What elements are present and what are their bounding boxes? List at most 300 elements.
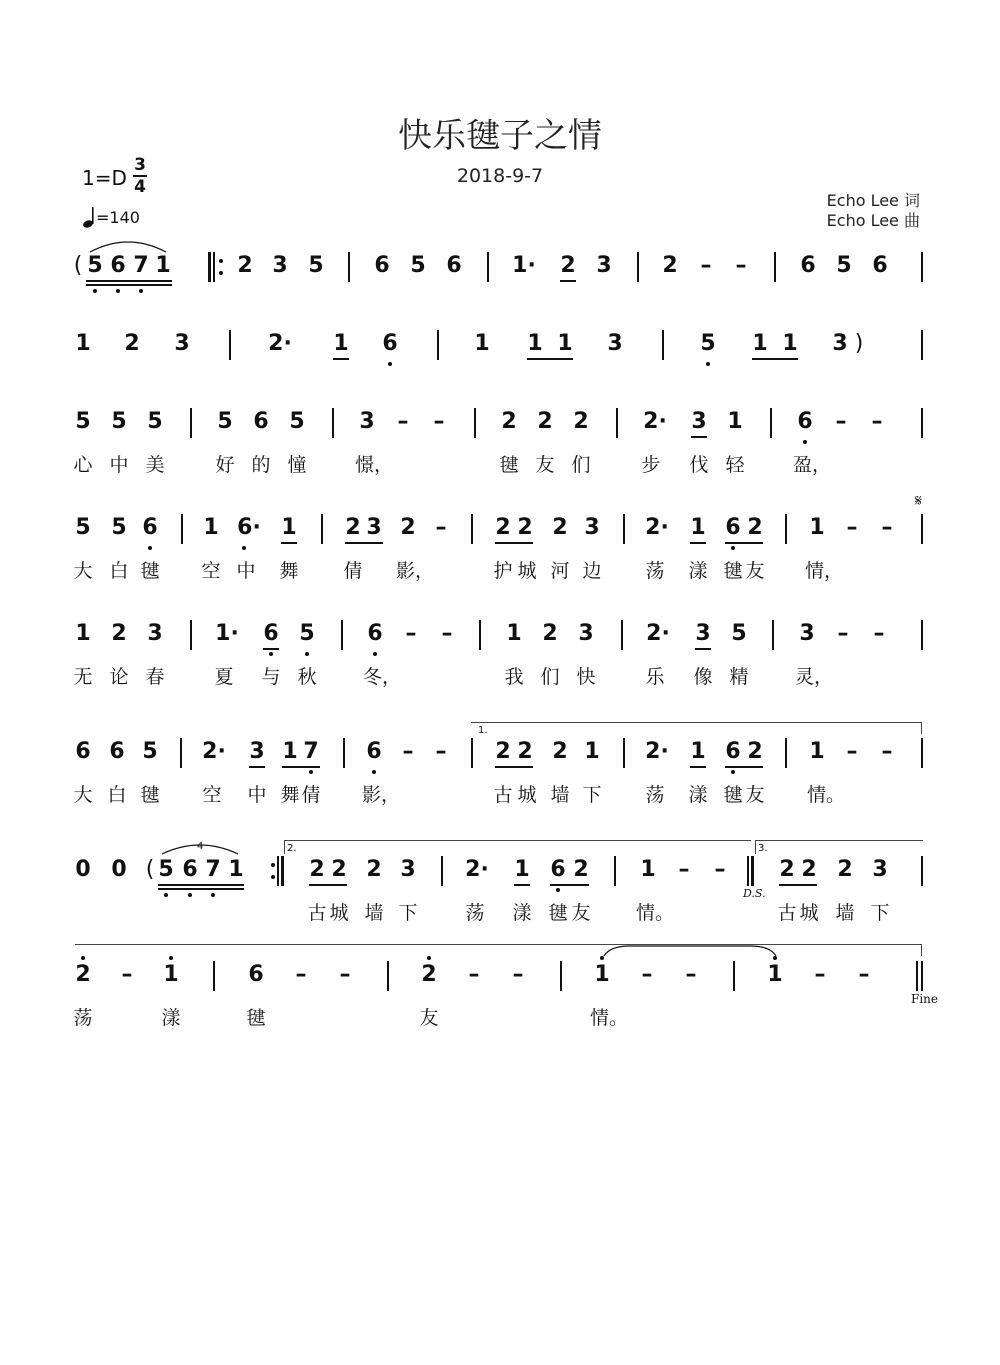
note: 2 xyxy=(495,739,511,764)
composition-date: 2018-9-7 xyxy=(456,165,544,187)
barline xyxy=(387,961,389,991)
note: 6 xyxy=(182,857,198,882)
barline xyxy=(348,252,350,282)
lyric: 伐 xyxy=(689,454,709,476)
barline xyxy=(733,961,735,991)
note: 2 xyxy=(331,857,347,882)
note: 0 xyxy=(111,857,127,882)
note: 5 xyxy=(289,409,305,434)
barline xyxy=(921,514,923,544)
dash: – xyxy=(339,962,351,987)
volta-3-label: 3. xyxy=(758,843,768,854)
note: 2 xyxy=(345,515,361,540)
note: 1· xyxy=(215,621,239,646)
note: 6 xyxy=(263,621,279,646)
dash: – xyxy=(641,962,653,987)
barline xyxy=(190,620,192,650)
barline xyxy=(560,961,562,991)
tuplet-label: 4 xyxy=(197,841,204,852)
lyric: 荡 xyxy=(465,902,485,924)
barline xyxy=(747,856,749,886)
low-octave-dot xyxy=(188,893,192,897)
lyric: 憧 xyxy=(287,454,307,476)
beam xyxy=(725,542,763,544)
lyric: 漾 xyxy=(161,1007,181,1029)
lyric: 友 xyxy=(535,454,555,476)
beam xyxy=(690,766,706,768)
low-octave-dot xyxy=(242,546,246,550)
lyric: 们 xyxy=(571,454,591,476)
note: 1 xyxy=(281,515,297,540)
note: 6 xyxy=(253,409,269,434)
repeat-dot xyxy=(271,863,275,867)
note: 1 xyxy=(506,621,522,646)
barline xyxy=(213,252,215,282)
beam xyxy=(752,358,798,360)
lyric: 精 xyxy=(729,666,749,688)
lyric: 中 xyxy=(247,784,267,806)
lyric: 我 xyxy=(504,666,524,688)
note: 3 xyxy=(607,331,623,356)
lyric: 城 xyxy=(517,784,537,806)
lyricist-credit: Echo Lee 词 xyxy=(826,191,920,210)
note: 1 xyxy=(75,331,91,356)
lyric: 下 xyxy=(582,784,602,806)
note: 6 xyxy=(366,739,382,764)
note: 3 xyxy=(584,515,600,540)
note: 7 xyxy=(205,857,221,882)
low-octave-dot xyxy=(309,770,313,774)
lyric: 漾 xyxy=(512,902,532,924)
volta-2-bracket xyxy=(284,840,751,841)
note: 2 xyxy=(400,515,416,540)
note: 1 xyxy=(809,739,825,764)
repeat-end-bar xyxy=(281,856,284,886)
dash: – xyxy=(858,962,870,987)
lyric: 漾 xyxy=(688,784,708,806)
note: 3 xyxy=(147,621,163,646)
beam xyxy=(560,280,576,282)
lyric: 无 xyxy=(73,666,93,688)
note: 5 xyxy=(836,253,852,278)
lyric: 影， xyxy=(361,784,401,806)
note: 3 xyxy=(174,331,190,356)
note: 2 xyxy=(111,621,127,646)
note: 2 xyxy=(573,857,589,882)
note: 3 xyxy=(249,739,265,764)
note: 3 xyxy=(272,253,288,278)
note: 5 xyxy=(142,739,158,764)
note: 2 xyxy=(517,515,533,540)
lyric: 下 xyxy=(870,902,890,924)
note: 5 xyxy=(299,621,315,646)
repeat-start-bar xyxy=(208,252,211,282)
dash: – xyxy=(871,409,883,434)
beam xyxy=(725,766,763,768)
dash: – xyxy=(435,739,447,764)
open-paren: ( xyxy=(145,857,155,882)
note: 2· xyxy=(268,331,292,356)
high-octave-dot xyxy=(427,956,431,960)
barline xyxy=(616,408,618,438)
note: 6 xyxy=(382,331,398,356)
note: 1 xyxy=(75,621,91,646)
tempo-marking: =140 xyxy=(96,208,140,227)
note: 5 xyxy=(158,857,174,882)
note: 6 xyxy=(367,621,383,646)
note: 2 xyxy=(779,857,795,882)
note: 3 xyxy=(400,857,416,882)
note: 1 xyxy=(228,857,244,882)
barline xyxy=(180,738,182,768)
barline xyxy=(921,408,923,438)
volta-1-bracket xyxy=(471,722,922,723)
low-octave-dot xyxy=(803,440,807,444)
note: 1 xyxy=(782,331,798,356)
lyric: 灵， xyxy=(794,666,834,688)
note: 3 xyxy=(872,857,888,882)
song-title: 快乐毽子之情 xyxy=(398,116,602,156)
low-octave-dot xyxy=(731,770,735,774)
lyric: 倩 xyxy=(301,784,321,806)
close-paren: ) xyxy=(854,331,864,356)
note: 2 xyxy=(747,515,763,540)
note: 6 xyxy=(550,857,566,882)
dash: – xyxy=(700,253,712,278)
lyric: 好 xyxy=(215,454,235,476)
note: 2 xyxy=(237,253,253,278)
lyric: 古 xyxy=(307,902,327,924)
note: 3 xyxy=(359,409,375,434)
ds-marking: D.S. xyxy=(743,887,766,900)
lyric: 友 xyxy=(571,902,591,924)
repeat-dot xyxy=(219,259,223,263)
lyric: 秋 xyxy=(297,666,317,688)
note: 3 xyxy=(366,515,382,540)
note: 1 xyxy=(333,331,349,356)
lyric: 护 xyxy=(493,560,513,582)
volta-3-bracket xyxy=(755,840,923,841)
lyric: 白 xyxy=(109,560,129,582)
dash: – xyxy=(846,739,858,764)
barline xyxy=(487,252,489,282)
lyric: 毽 xyxy=(246,1007,266,1029)
barline xyxy=(921,856,923,886)
note: 3 xyxy=(578,621,594,646)
low-octave-dot xyxy=(372,770,376,774)
note: 1 xyxy=(282,739,298,764)
dash: – xyxy=(735,253,747,278)
lyric: 情。 xyxy=(635,902,675,924)
segno-icon: 𝄋 xyxy=(915,491,922,510)
beam xyxy=(86,280,172,282)
dash: – xyxy=(873,621,885,646)
barline xyxy=(332,408,334,438)
note: 1 xyxy=(809,515,825,540)
low-octave-dot xyxy=(305,652,309,656)
time-signature-bottom: 4 xyxy=(134,177,146,197)
note: 2 xyxy=(573,409,589,434)
beam xyxy=(333,358,349,360)
note: 2 xyxy=(309,857,325,882)
low-octave-dot xyxy=(556,888,560,892)
open-paren: ( xyxy=(73,253,83,278)
dash: – xyxy=(678,857,690,882)
note: 6· xyxy=(237,515,261,540)
note: 5 xyxy=(147,409,163,434)
volta-1-bracket-end xyxy=(921,722,922,734)
dash: – xyxy=(881,515,893,540)
lyric: 墙 xyxy=(364,902,384,924)
note: 1 xyxy=(203,515,219,540)
barline xyxy=(774,252,776,282)
dash: – xyxy=(397,409,409,434)
lyric: 论 xyxy=(109,666,129,688)
note: 6 xyxy=(142,515,158,540)
low-octave-dot xyxy=(706,362,710,366)
lyric: 情。 xyxy=(806,784,846,806)
barline xyxy=(471,738,473,768)
volta-3-continuation xyxy=(75,944,922,945)
dash: – xyxy=(435,515,447,540)
note: 2 xyxy=(537,409,553,434)
note: 5 xyxy=(111,409,127,434)
repeat-dot xyxy=(271,875,275,879)
volta-2-label: 2. xyxy=(287,843,297,854)
note: 6 xyxy=(725,739,741,764)
note: 2· xyxy=(645,739,669,764)
lyric: 步 xyxy=(641,454,661,476)
lyric: 毽 xyxy=(723,784,743,806)
lyric: 轻 xyxy=(725,454,745,476)
barline xyxy=(471,514,473,544)
low-octave-dot xyxy=(148,546,152,550)
note: 2 xyxy=(552,515,568,540)
lyric: 毽 xyxy=(140,784,160,806)
note: 5 xyxy=(75,409,91,434)
lyric: 空 xyxy=(201,560,221,582)
barline xyxy=(614,856,616,886)
beam xyxy=(263,648,279,650)
low-octave-dot xyxy=(211,893,215,897)
lyric: 荡 xyxy=(645,560,665,582)
note: 5 xyxy=(731,621,747,646)
barline xyxy=(341,620,343,650)
beam xyxy=(309,884,347,886)
lyric: 荡 xyxy=(73,1007,93,1029)
lyric: 毽 xyxy=(548,902,568,924)
barline xyxy=(623,514,625,544)
time-signature-top: 3 xyxy=(134,155,146,175)
volta-3-bracket-start xyxy=(755,840,756,854)
lyric: 倩 xyxy=(343,560,363,582)
note: 6 xyxy=(800,253,816,278)
note: 2· xyxy=(465,857,489,882)
note: 2· xyxy=(646,621,670,646)
volta-3-bracket-end xyxy=(921,944,922,956)
lyric: 憬， xyxy=(354,454,394,476)
lyric: 大 xyxy=(73,784,93,806)
final-barline xyxy=(921,961,923,991)
beam xyxy=(86,284,172,286)
lyric: 春 xyxy=(145,666,165,688)
lyric: 边 xyxy=(582,560,602,582)
lyric: 漾 xyxy=(688,560,708,582)
barline xyxy=(772,620,774,650)
section-end-bar xyxy=(751,856,754,886)
barline xyxy=(229,330,231,360)
barline xyxy=(321,514,323,544)
beam xyxy=(695,648,711,650)
note: 6 xyxy=(725,515,741,540)
lyric: 影， xyxy=(395,560,435,582)
note: 6 xyxy=(872,253,888,278)
note: 1 xyxy=(163,962,179,987)
lyric: 像 xyxy=(693,666,713,688)
note: 2 xyxy=(747,739,763,764)
lyric: 友 xyxy=(745,784,765,806)
beam xyxy=(281,542,297,544)
high-octave-dot xyxy=(81,956,85,960)
lyric: 的 xyxy=(251,454,271,476)
barline xyxy=(621,620,623,650)
dash: – xyxy=(685,962,697,987)
lyric: 心 xyxy=(73,454,93,476)
lyric: 们 xyxy=(540,666,560,688)
lyric: 友 xyxy=(419,1007,439,1029)
beam xyxy=(514,884,530,886)
note: 7 xyxy=(303,739,319,764)
dash: – xyxy=(441,621,453,646)
lyric: 河 xyxy=(550,560,570,582)
barline xyxy=(785,738,787,768)
key-signature: 1=D xyxy=(82,166,127,190)
lyric: 舞 xyxy=(279,560,299,582)
lyric: 荡 xyxy=(645,784,665,806)
barline xyxy=(662,330,664,360)
lyric: 下 xyxy=(398,902,418,924)
beam xyxy=(779,884,817,886)
note: 1· xyxy=(512,253,536,278)
lyric: 空 xyxy=(202,784,222,806)
barline xyxy=(277,856,279,886)
low-octave-dot xyxy=(164,893,168,897)
quarter-note-icon xyxy=(83,205,97,233)
barline xyxy=(637,252,639,282)
note: 2 xyxy=(662,253,678,278)
dash: – xyxy=(405,621,417,646)
dash: – xyxy=(714,857,726,882)
dash: – xyxy=(295,962,307,987)
lyric: 白 xyxy=(107,784,127,806)
lyric: 情， xyxy=(804,560,844,582)
lyric: 墙 xyxy=(835,902,855,924)
note: 3 xyxy=(799,621,815,646)
barline xyxy=(921,738,923,768)
dash: – xyxy=(468,962,480,987)
low-octave-dot xyxy=(731,546,735,550)
beam xyxy=(527,358,573,360)
beam xyxy=(495,766,533,768)
note: 2 xyxy=(501,409,517,434)
barline xyxy=(190,408,192,438)
note: 2 xyxy=(801,857,817,882)
beam xyxy=(158,884,244,886)
lyric: 冬， xyxy=(362,666,402,688)
beam xyxy=(691,436,707,438)
note: 5 xyxy=(111,515,127,540)
note: 2 xyxy=(124,331,140,356)
lyric: 大 xyxy=(73,560,93,582)
lyric: 城 xyxy=(329,902,349,924)
lyric: 城 xyxy=(799,902,819,924)
repeat-dot xyxy=(219,271,223,275)
note: 5 xyxy=(700,331,716,356)
barline xyxy=(474,408,476,438)
lyric: 古 xyxy=(493,784,513,806)
barline xyxy=(921,252,923,282)
lyric: 中 xyxy=(109,454,129,476)
note: 5 xyxy=(308,253,324,278)
beam xyxy=(550,884,589,886)
note: 1 xyxy=(557,331,573,356)
low-octave-dot xyxy=(93,289,97,293)
barline xyxy=(921,620,923,650)
beam xyxy=(495,542,533,544)
note: 5 xyxy=(217,409,233,434)
barline xyxy=(785,514,787,544)
note: 2· xyxy=(202,739,226,764)
dash: – xyxy=(837,621,849,646)
note: 5 xyxy=(75,515,91,540)
dash: – xyxy=(512,962,524,987)
note: 6 xyxy=(446,253,462,278)
dash: – xyxy=(835,409,847,434)
barline xyxy=(343,738,345,768)
barline xyxy=(916,961,918,991)
note: 1 xyxy=(640,857,656,882)
lyric: 城 xyxy=(517,560,537,582)
dash: – xyxy=(846,515,858,540)
lyric: 毽 xyxy=(499,454,519,476)
lyric: 友 xyxy=(745,560,765,582)
lyric: 与 xyxy=(261,666,281,688)
dash: – xyxy=(121,962,133,987)
low-octave-dot xyxy=(269,652,273,656)
note: 0 xyxy=(75,857,91,882)
note: 2 xyxy=(366,857,382,882)
tie xyxy=(600,944,780,958)
note: 6 xyxy=(797,409,813,434)
barline xyxy=(479,620,481,650)
beam xyxy=(282,766,320,768)
note: 1 xyxy=(594,962,610,987)
barline xyxy=(921,330,923,360)
note: 3 xyxy=(691,409,707,434)
note: 2 xyxy=(837,857,853,882)
note: 7 xyxy=(133,253,149,278)
note: 1 xyxy=(727,409,743,434)
low-octave-dot xyxy=(116,289,120,293)
barline xyxy=(437,330,439,360)
barline xyxy=(213,961,215,991)
barline xyxy=(441,856,443,886)
lyric: 毽 xyxy=(140,560,160,582)
beam xyxy=(690,542,706,544)
note: 5 xyxy=(410,253,426,278)
barline xyxy=(770,408,772,438)
beam xyxy=(345,542,383,544)
